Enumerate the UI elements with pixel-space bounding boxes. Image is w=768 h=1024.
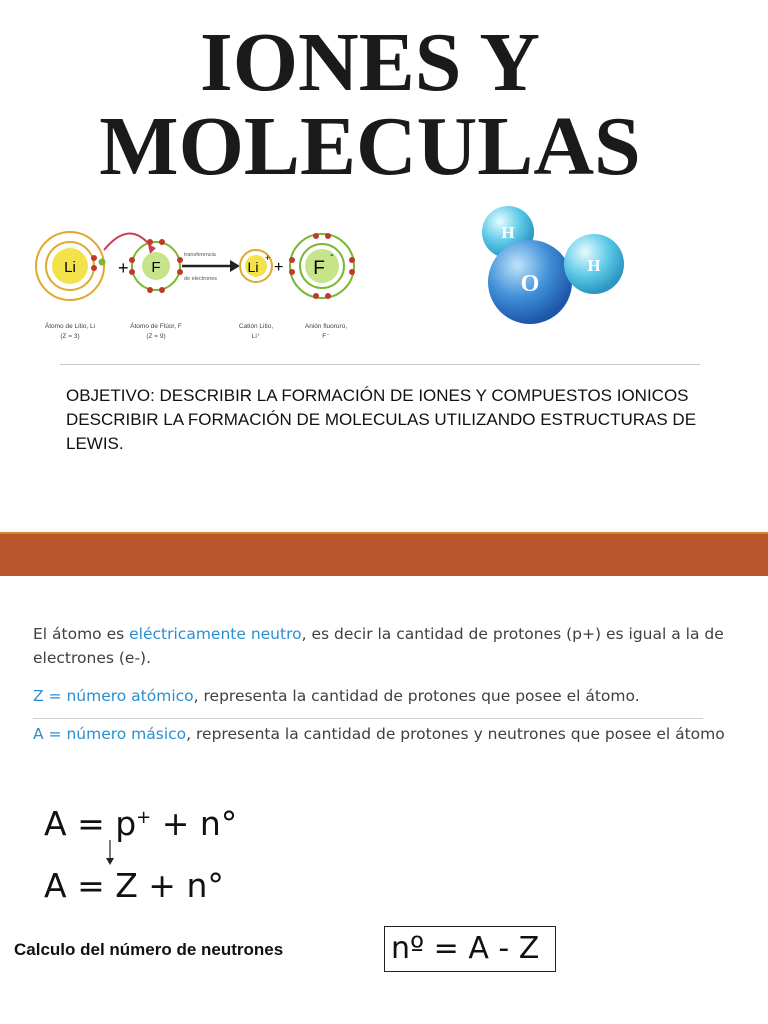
transfer-curve-arrow	[104, 233, 152, 250]
formula-mass-atomic: A = Z + n°	[44, 866, 224, 905]
f-label: F	[151, 259, 161, 276]
svg-text:H: H	[587, 256, 601, 275]
paragraph-neutral-atom: El átomo es eléctricamente neutro, es decir la cantidad de protones (p+) es igual a la de electrones (e-).	[33, 625, 724, 667]
svg-text:Catión Litio,: Catión Litio,	[238, 323, 274, 330]
title-line-1: IONES Y	[200, 16, 540, 109]
title-line-2: MOLECULAS	[99, 100, 641, 193]
objective-text: OBJETIVO: DESCRIBIR LA FORMACIÓN DE IONES Y COMPUESTOS IONICOS DESCRIBIR LA FORMACIÓN DE MOLECULAS UTILIZANDO ESTRUCTURAS DE LEWIS.	[66, 386, 697, 453]
svg-text:de electrones: de electrones	[184, 276, 218, 282]
fluorine-atom	[129, 239, 183, 293]
svg-text:F⁻: F⁻	[322, 333, 330, 340]
down-arrow-icon	[104, 840, 116, 866]
divider	[60, 364, 700, 365]
svg-text:+: +	[274, 259, 284, 276]
paragraph-mass-number: A = número másico, representa la cantidad de protones y neutrones que posee el átomo	[33, 725, 725, 743]
svg-text:F: F	[313, 258, 325, 279]
divider-2	[33, 718, 703, 719]
formula-mass-protons: A = p+ + n°	[44, 804, 238, 843]
svg-text:(Z = 9): (Z = 9)	[146, 333, 166, 340]
svg-text:O: O	[520, 271, 540, 297]
svg-text:+: +	[265, 253, 271, 263]
fluoride-anion	[289, 233, 355, 299]
svg-text:Átomo de Flúor, F: Átomo de Flúor, F	[130, 323, 182, 330]
neutron-calc-label: Calculo del número de neutrones	[14, 940, 284, 959]
ionic-bond-diagram	[34, 210, 364, 350]
water-molecule-model	[470, 198, 640, 338]
neutron-formula-box: nº = A - Z	[384, 926, 556, 972]
svg-text:Átomo de Litio, Li: Átomo de Litio, Li	[44, 323, 96, 330]
lithium-atom	[36, 232, 106, 300]
svg-text:transferencia: transferencia	[184, 252, 216, 258]
plus-sign: +	[118, 258, 129, 278]
svg-text:(Z = 3): (Z = 3)	[60, 333, 80, 340]
lithium-cation	[240, 250, 283, 282]
svg-text:-: -	[330, 249, 334, 261]
section-band	[0, 534, 768, 576]
paragraph-atomic-number: Z = número atómico, representa la cantidad de protones que posee el átomo.	[33, 687, 640, 705]
li-label: Li	[64, 259, 76, 276]
svg-text:Li⁺: Li⁺	[251, 333, 261, 340]
svg-text:H: H	[501, 223, 515, 242]
svg-text:Anión fluoruro,: Anión fluoruro,	[304, 323, 348, 330]
svg-text:Li: Li	[247, 259, 259, 275]
